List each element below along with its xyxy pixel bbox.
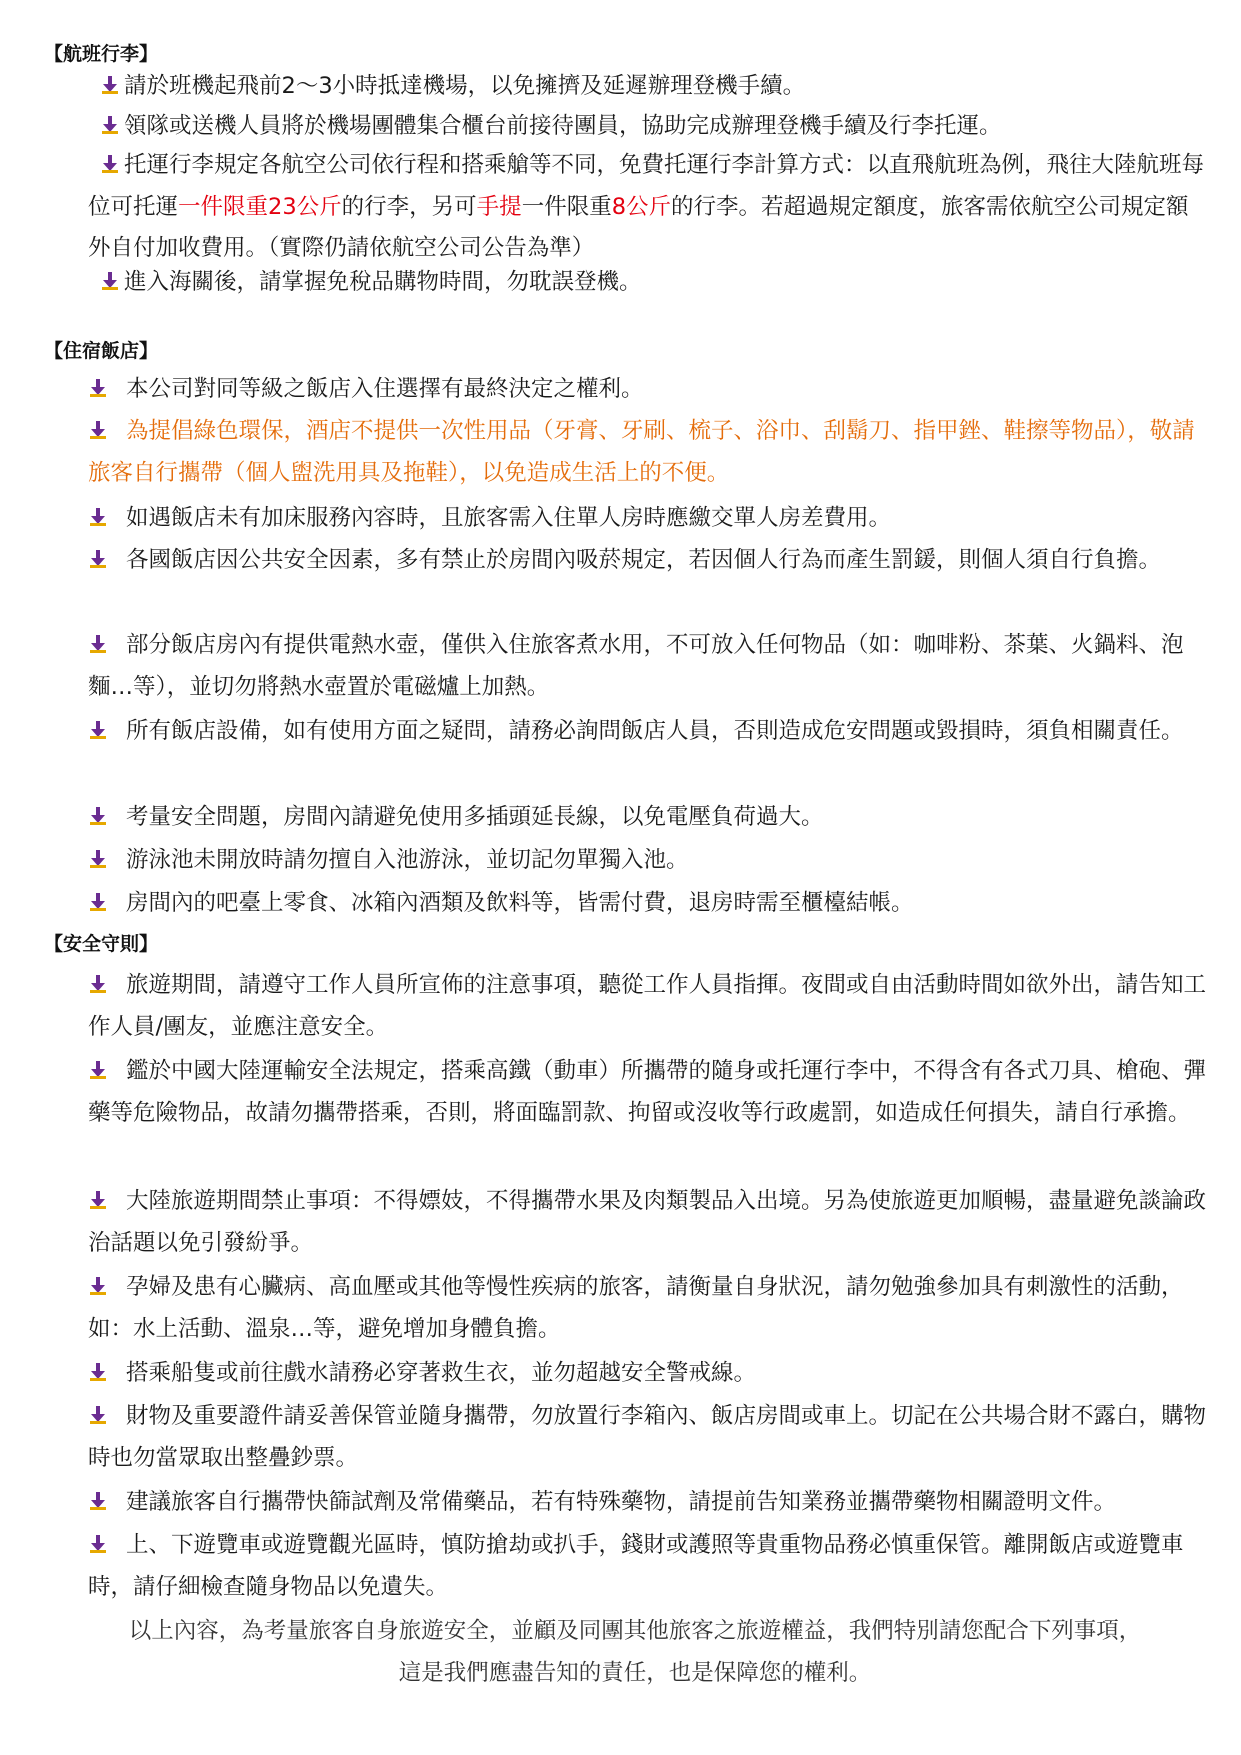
list-item: 搭乘船隻或前往戲水請務必穿著救生衣，並勿超越安全警戒線。 xyxy=(88,1353,1208,1395)
bullet-arrow-icon xyxy=(100,154,120,174)
bullet-arrow-icon xyxy=(100,271,120,291)
list-item: 請於班機起飛前2～3小時抵達機場，以免擁擠及延遲辦理登機手續。 xyxy=(88,66,1208,108)
bullet-arrow-icon xyxy=(88,806,108,826)
section-title-hotel: 【住宿飯店】 xyxy=(44,340,159,362)
list-item: 建議旅客自行攜帶快篩試劑及常備藥品，若有特殊藥物，請提前告知業務並攜帶藥物相關證明文件。 xyxy=(88,1482,1208,1524)
bullet-arrow-icon xyxy=(88,549,108,569)
bullet-arrow-icon xyxy=(88,1405,108,1425)
list-item: 財物及重要證件請妥善保管並隨身攜帶，勿放置行李箱內、飯店房間或車上。切記在公共場合財不露白，購物時也勿當眾取出整疊鈔票。 xyxy=(88,1403,1207,1471)
bullet-arrow-icon xyxy=(88,420,108,440)
list-item: 所有飯店設備，如有使用方面之疑問，請務必詢問飯店人員，否則造成危安問題或毀損時，須負相關責任。 xyxy=(88,711,1208,753)
closing-note-line1: 以上內容，為考量旅客自身旅遊安全，並顧及同團其他旅客之旅遊權益，我們特別請您配合下列事項， xyxy=(128,1618,1142,1644)
bullet-arrow-icon xyxy=(88,1362,108,1382)
list-item-baggage-rules: 托運行李規定各航空公司依行程和搭乘艙等不同，免費托運行李計算方式：以直飛航班為例，飛往大陸航班每位可托運一件限重23公斤的行李，另可手提一件限重8公斤的行李。若超過規定額度，旅客需依航空公司規定額外自付加收費用。（實際仍請依航空公司公告為準） xyxy=(88,152,1205,261)
closing-note-line2: 這是我們應盡告知的責任，也是保障您的權利。 xyxy=(398,1660,872,1686)
list-item-eco-notice: 為提倡綠色環保，酒店不提供一次性用品（牙膏、牙刷、梳子、浴巾、刮鬍刀、指甲銼、鞋擦等物品），敬請旅客自行攜帶（個人盥洗用具及拖鞋），以免造成生活上的不便。 xyxy=(88,418,1195,486)
bullet-arrow-icon xyxy=(88,974,108,994)
bullet-arrow-icon xyxy=(88,892,108,912)
bullet-arrow-icon xyxy=(88,1060,108,1080)
list-item: 上、下遊覽車或遊覽觀光區時，慎防搶劫或扒手，錢財或護照等貴重物品務必慎重保管。離開飯店或遊覽車時，請仔細檢查隨身物品以免遺失。 xyxy=(88,1532,1184,1600)
list-item: 考量安全問題，房間內請避免使用多插頭延長線，以免電壓負荷過大。 xyxy=(88,797,1208,839)
list-item: 各國飯店因公共安全因素，多有禁止於房間內吸菸規定，若因個人行為而產生罰鍰，則個人須自行負擔。 xyxy=(88,540,1208,582)
bullet-arrow-icon xyxy=(88,634,108,654)
bullet-arrow-icon xyxy=(88,1276,108,1296)
list-item: 孕婦及患有心臟病、高血壓或其他等慢性疾病的旅客，請衡量自身狀況，請勿勉強參加具有刺激性的活動，如：水上活動、溫泉…等，避免增加身體負擔。 xyxy=(88,1274,1184,1342)
list-item: 大陸旅遊期間禁止事項：不得嫖妓，不得攜帶水果及肉類製品入出境。另為使旅遊更加順暢，盡量避免談論政治話題以免引發紛爭。 xyxy=(88,1188,1207,1256)
bullet-arrow-icon xyxy=(88,720,108,740)
bullet-arrow-icon xyxy=(88,849,108,869)
list-item: 進入海關後，請掌握免稅品購物時間，勿耽誤登機。 xyxy=(88,262,1208,304)
list-item: 如遇飯店未有加床服務內容時，且旅客需入住單人房時應繳交單人房差費用。 xyxy=(88,498,1208,540)
bullet-arrow-icon xyxy=(88,378,108,398)
list-item: 鑑於中國大陸運輸安全法規定，搭乘高鐵（動車）所攜帶的隨身或托運行李中，不得含有各式刀具、槍砲、彈藥等危險物品，故請勿攜帶搭乘，否則，將面臨罰款、拘留或沒收等行政處罰，如造成任何損失，請自行承擔。 xyxy=(88,1058,1207,1126)
list-item: 游泳池未開放時請勿擅自入池游泳，並切記勿單獨入池。 xyxy=(88,840,1208,882)
list-item: 旅遊期間，請遵守工作人員所宣佈的注意事項，聽從工作人員指揮。夜間或自由活動時間如欲外出，請告知工作人員/團友，並應注意安全。 xyxy=(88,972,1207,1040)
list-item: 房間內的吧臺上零食、冰箱內酒類及飲料等，皆需付費，退房時需至櫃檯結帳。 xyxy=(88,883,1208,925)
list-item: 領隊或送機人員將於機場團體集合櫃台前接待團員，協助完成辦理登機手續及行李托運。 xyxy=(88,106,1208,148)
bullet-arrow-icon xyxy=(88,1491,108,1511)
section-title-flight: 【航班行李】 xyxy=(44,43,159,65)
bullet-arrow-icon xyxy=(100,75,120,95)
bullet-arrow-icon xyxy=(88,1190,108,1210)
list-item: 部分飯店房內有提供電熱水壺，僅供入住旅客煮水用，不可放入任何物品（如：咖啡粉、茶葉、火鍋料、泡麵…等），並切勿將熱水壺置於電磁爐上加熱。 xyxy=(88,632,1184,700)
section-title-safety: 【安全守則】 xyxy=(44,933,159,955)
bullet-arrow-icon xyxy=(100,115,120,135)
bullet-arrow-icon xyxy=(88,507,108,527)
list-item: 本公司對同等級之飯店入住選擇有最終決定之權利。 xyxy=(88,369,1208,411)
bullet-arrow-icon xyxy=(88,1534,108,1554)
